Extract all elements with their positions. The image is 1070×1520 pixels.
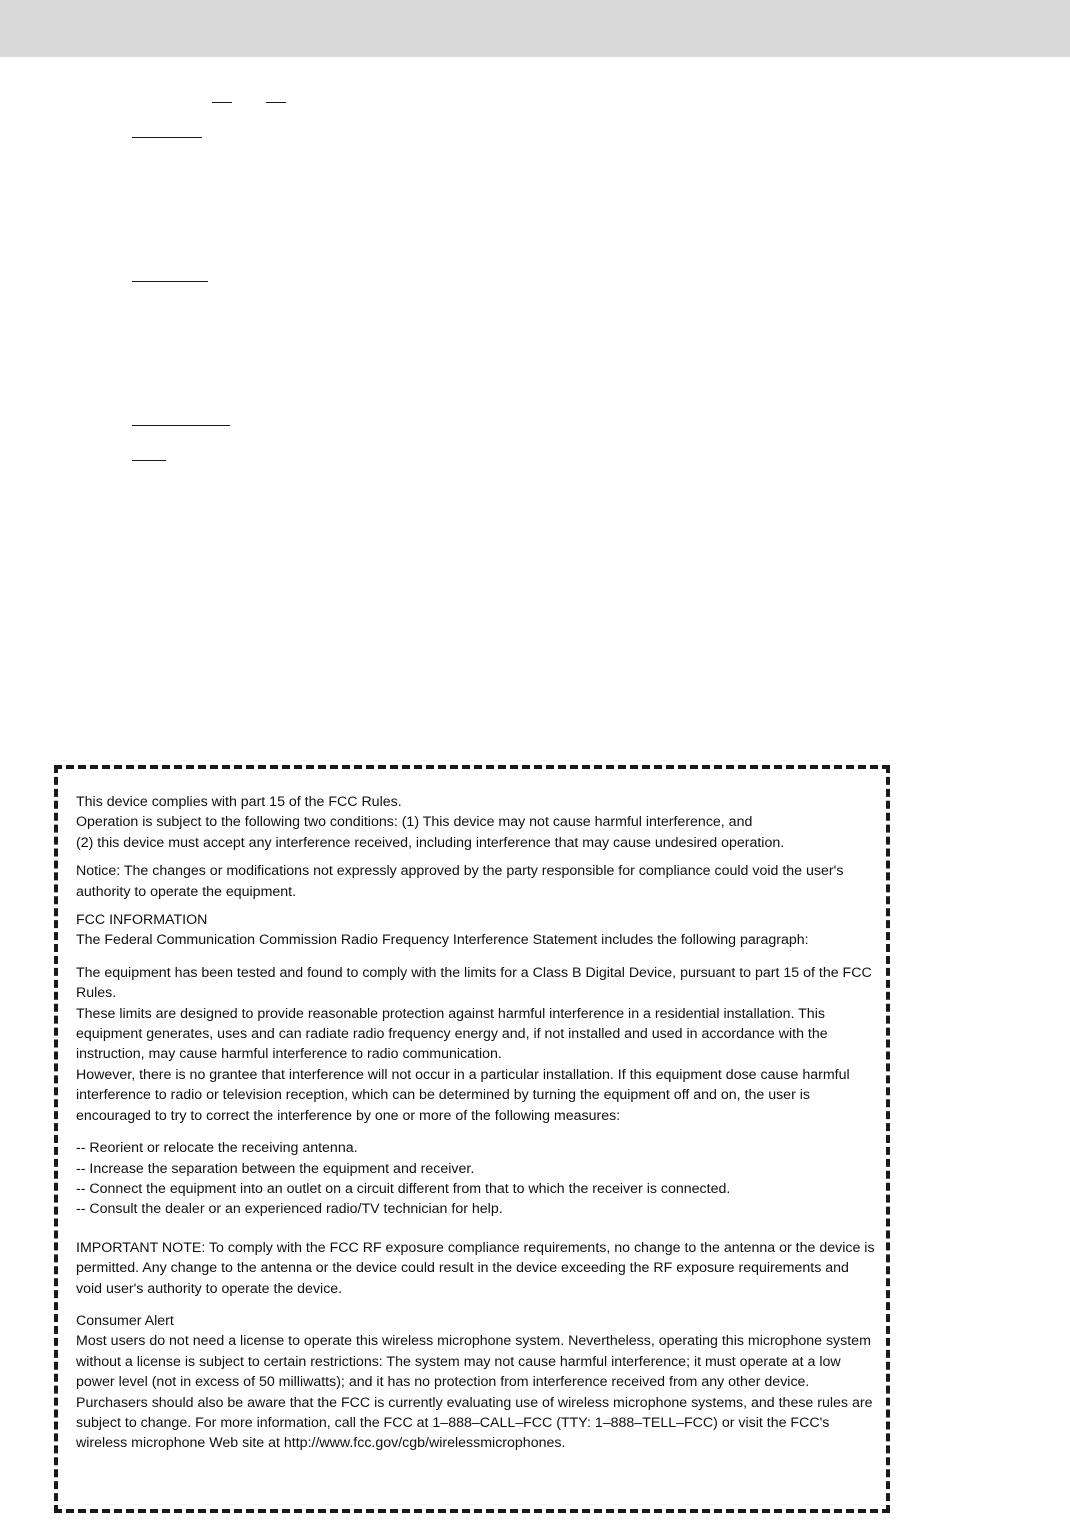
measure-item: -- Connect the equipment into an outlet on a circuit different from that to which the receiver is connected.	[76, 1180, 731, 1197]
measure-item: -- Consult the dealer or an experienced radio/TV technician for help.	[76, 1201, 503, 1218]
important-note: IMPORTANT NOTE: To comply with the FCC RF exposure compliance requirements, no change to the antenna or the device is permitted. Any change to the antenna or the device could result in the device exceeding the RF exposure requirements and void user's authority to operate the device.	[76, 1239, 875, 1297]
underline-rule	[132, 137, 202, 138]
measure-item: -- Reorient or relocate the receiving antenna.	[76, 1140, 358, 1157]
class-b-paragraph: These limits are designed to provide reasonable protection against harmful interference in a residential installation. This equipment generates, uses and can radiate radio frequency energy and, if not installed and used in accordance with the instruction, may cause harmful interference to radio communication.	[76, 1005, 828, 1063]
compliance-line: Operation is subject to the following two conditions: (1) This device may not cause harmful interference, and	[76, 814, 753, 831]
underline-rule	[132, 425, 230, 426]
underline-rule	[266, 102, 286, 103]
underline-rule	[132, 460, 166, 461]
fcc-info-heading: FCC INFORMATION	[76, 912, 208, 929]
underline-rule	[132, 281, 208, 282]
class-b-paragraph: However, there is no grantee that interference will not occur in a particular installation. If this equipment dose cause harmful interference to radio or television reception, which can be determined by turning the equipment off and on, the user is encouraged to try to correct the interference by one or more of the following measures:	[76, 1066, 850, 1124]
consumer-alert-heading: Consumer Alert	[76, 1312, 174, 1329]
measure-item: -- Increase the separation between the equipment and receiver.	[76, 1160, 475, 1177]
fcc-notice-text	[76, 792, 876, 1454]
class-b-paragraph: The equipment has been tested and found to comply with the limits for a Class B Digital Device, pursuant to part 15 of the FCC Rules.	[76, 964, 872, 1002]
underline-rule	[212, 102, 232, 103]
consumer-alert-text: Most users do not need a license to operate this wireless microphone system. Nevertheless, operating this microphone system without a license is subject to certain restrictions: The system may not cause harmful interference; it must operate at a low power level (not in excess of 50 milliwatts); and it has no protection from interference received from any other device. Purchasers should also be aware that the FCC is currently evaluating use of wireless microphone systems, and these rules are subject to change. For more information, call the FCC at 1–888–CALL–FCC (TTY: 1–888–TELL–FCC) or visit the FCC's wireless microphone Web site at http://www.fcc.gov/cgb/wirelessmicrophones.	[76, 1333, 873, 1452]
compliance-line: This device complies with part 15 of the FCC Rules.	[76, 794, 402, 810]
header-band	[0, 0, 1070, 57]
compliance-line: (2) this device must accept any interference received, including interference that may cause undesired operation.	[76, 834, 785, 851]
modification-notice: Notice: The changes or modifications not expressly approved by the party responsible for compliance could void the user's authority to operate the equipment.	[76, 863, 844, 900]
fcc-info-statement: The Federal Communication Commission Radio Frequency Interference Statement includes the following paragraph:	[76, 932, 809, 949]
